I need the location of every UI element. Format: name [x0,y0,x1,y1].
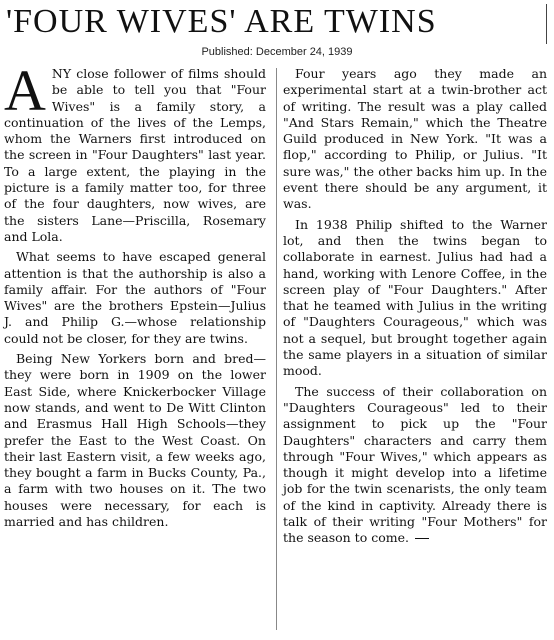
article-paragraph: ANY close follower of films should be able to tell you that "Four Wives" is a family story, a continuation of the lives of the Lemps, whom the Warners first introduced on the screen in "Four Daughters" last year. To a large extent, the playing in the picture is a family matter too, for three of the four daughters, now wives, are the sisters Lane—Priscilla, Rosemary and Lola. [4,58,266,244]
publication-date: Published: December 24, 1939 [201,46,353,58]
article-paragraph: In 1938 Philip shifted to the Warner lot, and then the twins began to collaborate in earnest. Julius had had a hand, working with Lenore Coffee, in the screen play of "Four Daughters." After that he teamed with Julius in the writing of "Daughters Courageous," which was not a sequel, but brought together again the same players in a situation of similar mood. [283,216,547,379]
column-divider [276,68,277,630]
article-column-left [4,58,266,534]
article-paragraph: What seems to have escaped general attention is that the authorship is also a family affair. For the authors of "Four Wives" are the brothers Epstein—Julius J. and Philip G.—whose relationship could not be closer, for they are twins. [4,249,266,346]
drop-cap: A [4,58,46,123]
article-paragraph: The success of their collaboration on "Daughters Courageous" led to their assignment to pick up the "Four Daughters" characters and carry them through "Four Wives," which appears as though it might develop into a lifetime job for the twin scenarists, the only team of the kind in captivity. Already there is talk of their writing "Four Mothers" for the season to come. [283,383,547,546]
article-headline: 'FOUR WIVES' ARE TWINS [6,3,437,40]
column-edge-rule [546,4,547,44]
article-paragraph: Four years ago they made an experimental start at a twin-brother act of writing. The result was a play called "And Stars Remain," which the Theatre Guild produced in New York. "It was a flop," according to Philip, or Julius. "It sure was," the other backs him up. In the event there should be any argument, it was. [283,66,547,212]
article-paragraph: Being New Yorkers born and bred—they were born in 1909 on the lower East Side, where Knickerbocker Village now stands, and went to De Witt Clinton and Erasmus Hall High Schools—they prefer the East to the West Coast. On their last Eastern visit, a few weeks ago, they bought a farm in Bucks County, Pa., a farm with two houses on it. The two houses were necessary, for each is married and has children. [4,351,266,530]
end-mark [415,538,429,539]
article-column-right [283,66,547,551]
